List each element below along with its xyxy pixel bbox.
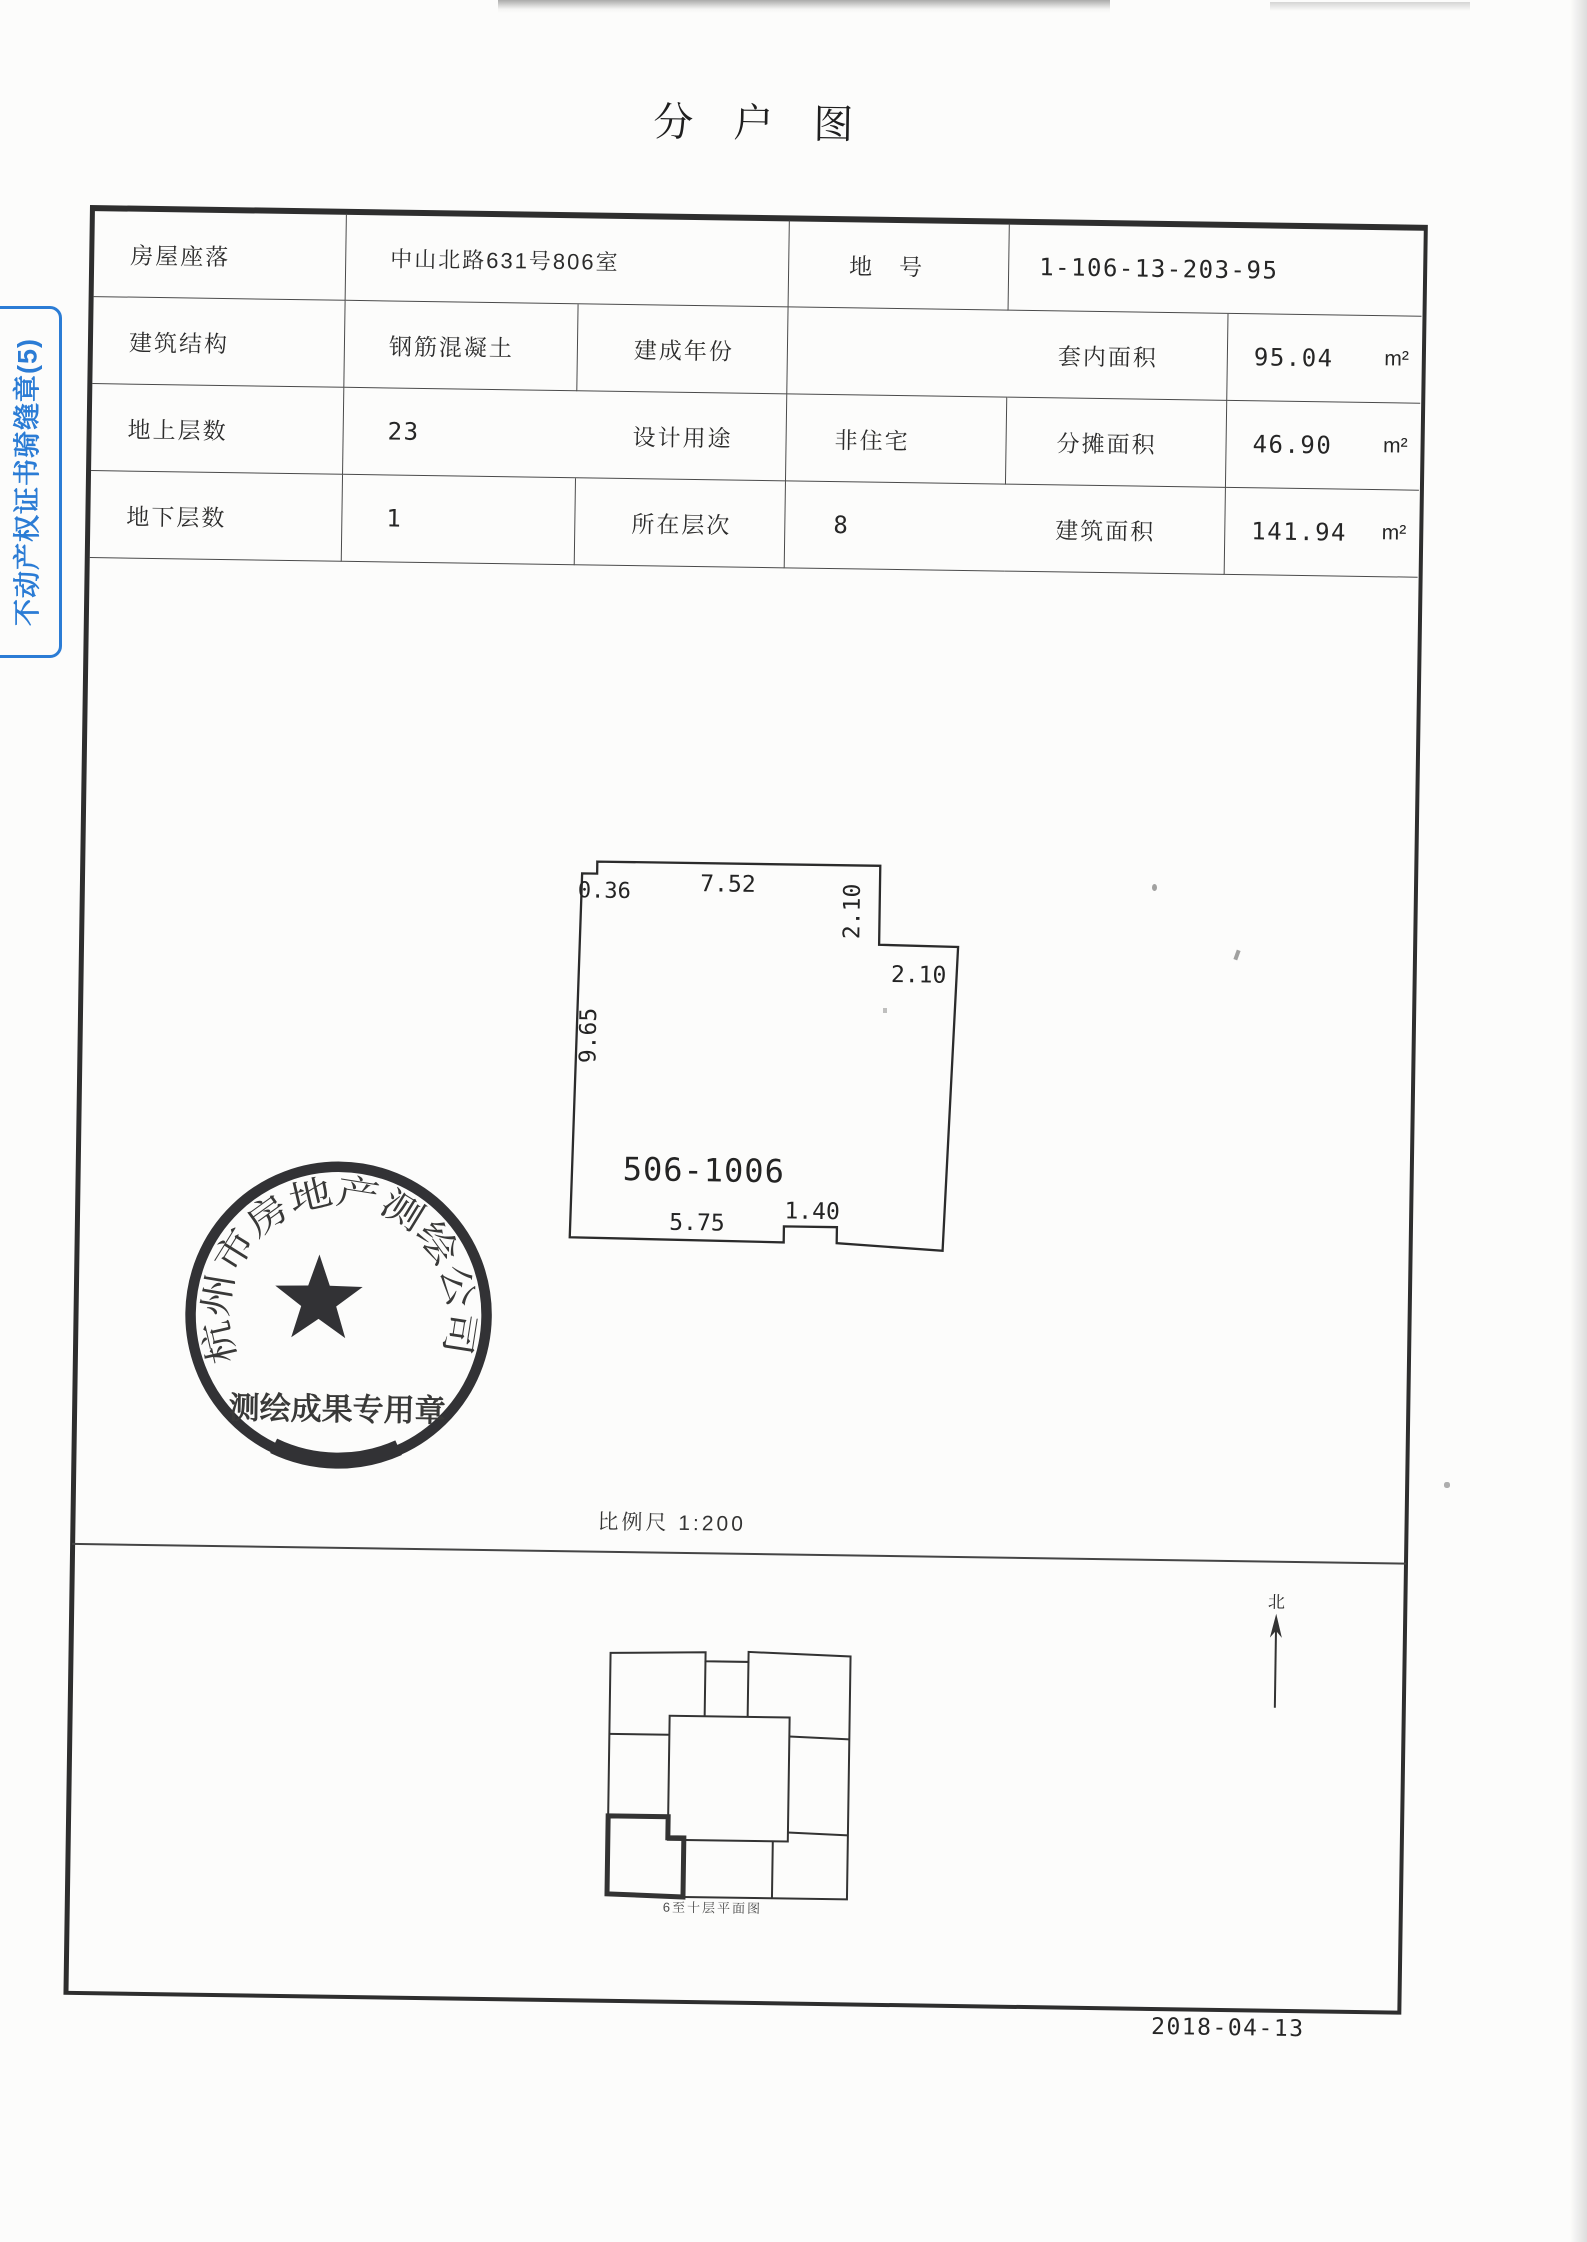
value-land-number: 1-106-13-203-95	[1009, 224, 1423, 317]
label-floors-above: 地上层数	[91, 384, 344, 475]
label-shared-area: 分摊面积	[1006, 398, 1227, 488]
unit-label: m²	[1381, 521, 1407, 545]
label-designed-use: 设计用途	[576, 391, 787, 481]
label-gross-area: 建筑面积	[1005, 485, 1226, 575]
value-floors-above: 23	[343, 388, 577, 478]
stamp-arc-text: 杭州市房地产测绘公司	[193, 1170, 484, 1368]
label-floor-level: 所在层次	[575, 478, 786, 568]
value-gross-area: 141.94 m²	[1225, 488, 1419, 578]
value-inner-area: 95.04 m²	[1227, 314, 1421, 404]
stamp-bottom-text: 测绘成果专用章	[228, 1390, 446, 1429]
value-year-built	[787, 307, 1008, 397]
value-floor-level: 8	[785, 481, 1006, 571]
info-table	[90, 210, 1423, 578]
scan-smudge	[1270, 2, 1470, 11]
label-structure: 建筑结构	[92, 297, 345, 388]
unit-number: 506-1006	[622, 1150, 786, 1191]
scale-label: 比例尺 1:200	[597, 1510, 747, 1536]
unit-label: m²	[1382, 434, 1408, 458]
dim-bottom: 5.75	[669, 1209, 725, 1237]
page-title: 分户图	[652, 100, 894, 148]
value-structure: 钢筋混凝土	[344, 301, 578, 391]
dim-top: 7.52	[700, 871, 756, 898]
value-location: 中山北路631号806室	[346, 214, 790, 308]
label-inner-area: 套内面积	[1007, 311, 1228, 401]
dim-bottom-notch: 1.40	[784, 1198, 841, 1226]
value-shared-area: 46.90 m²	[1226, 401, 1420, 491]
label-floors-below: 地下层数	[90, 471, 343, 562]
label-land-number: 地 号	[789, 220, 1010, 310]
date-label: 2018-04-13	[1150, 2013, 1305, 2043]
label-year-built: 建成年份	[577, 304, 788, 394]
label-location: 房屋座落	[94, 210, 347, 301]
dim-right-step: 2.10	[890, 961, 947, 989]
value-floors-below: 1	[342, 475, 576, 565]
dim-right-upper: 2.10	[839, 883, 867, 940]
key-plan-caption: 6至十层平面图	[662, 1899, 763, 1917]
dim-top-notch: 0.36	[577, 878, 632, 905]
north-label: 北	[1267, 1592, 1286, 1612]
value-designed-use: 非住宅	[786, 394, 1007, 484]
seam-seal-text: 不动产权证书骑缝章(5)	[12, 338, 43, 626]
unit-label: m²	[1384, 347, 1410, 371]
dim-left: 9.65	[575, 1007, 603, 1064]
